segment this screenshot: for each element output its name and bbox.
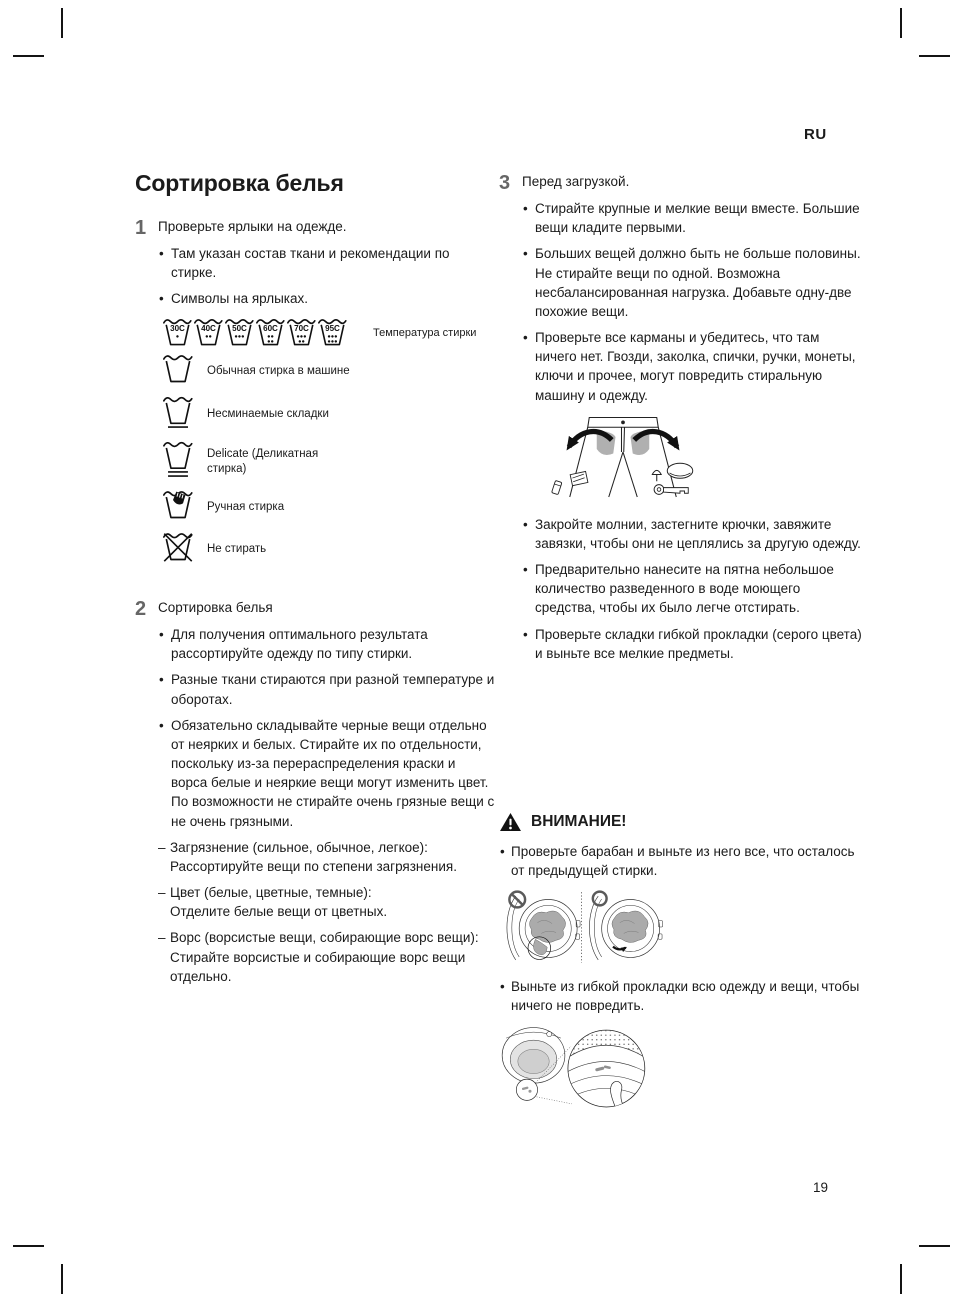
symbol-row-machine-wash: [163, 353, 472, 390]
temp-label: 60C: [263, 323, 278, 333]
section-sort-laundry: [135, 598, 495, 993]
crop-mark: [919, 1245, 950, 1247]
symbol-caption: Delicate (Деликатная стирка): [207, 448, 319, 476]
bullet-item: • Обязательно складывайте черные вещи отдельно от неярких и белых. Стирайте их по отдельности, поскольку из-за перераспределения краски и ворса белые и неяркие вещи могут изменить цвет. По возможности не стирайте очень грязные вещи с не очень грязными.: [158, 716, 495, 831]
drum-wrong-panel: [507, 892, 580, 960]
pushpin-icon: [652, 470, 661, 481]
delicate-wash-tub-icon: [163, 440, 193, 479]
section-heading: Сортировка белья: [158, 600, 273, 615]
bullet-item: • Проверьте барабан и выньте из него все, что осталось от предыдущей стирки.: [499, 842, 863, 880]
dash-term: Загрязнение (сильное, обычное, легкое):: [170, 839, 428, 855]
temperature-symbols-row: [163, 317, 477, 348]
do-not-wash-tub-icon: [163, 531, 193, 563]
empty-pockets-illustration: [544, 413, 863, 503]
language-label: RU: [804, 126, 827, 143]
symbol-caption: Не стирать: [207, 543, 267, 556]
temp-dots: ●●: [267, 338, 274, 345]
temp-dots: ●●: [298, 338, 305, 345]
leader-line: [537, 1096, 572, 1103]
bullet-item: • Предварительно нанесите на пятна небольшое количество разведенного в воде моющего средства, чтобы их было легче отстирать.: [522, 560, 863, 617]
temp-dots: ●: [175, 333, 180, 340]
temp-dots: ●●●: [234, 333, 245, 340]
symbol-caption: Ручная стирка: [207, 501, 285, 514]
temp-dots: ●●: [205, 333, 212, 340]
page-number: 19: [813, 1180, 829, 1195]
symbol-row-do-not-wash: [163, 531, 472, 568]
warning-triangle-icon: [499, 812, 522, 832]
section-heading: Проверьте ярлыки на одежде.: [158, 219, 347, 234]
coin-icon: [667, 463, 693, 478]
bullet-item: • Закройте молнии, застегните крючки, завяжите завязки, чтобы они не цеплялись за другую одежду.: [522, 515, 863, 553]
temperature-caption: Температура стирки: [373, 326, 477, 339]
temp-label: 30C: [170, 323, 185, 333]
prohibited-icon: [509, 892, 525, 908]
temp-dots: ●●: [267, 333, 274, 340]
symbol-row-delicate: [163, 440, 472, 484]
warning-title: ВНИМАНИЕ!: [531, 813, 627, 830]
check-drum-illustration: [503, 888, 863, 967]
section-number: 3: [499, 172, 511, 194]
section-check-labels: [135, 217, 477, 568]
right-column: [499, 172, 863, 1014]
machine-wash-tub-icon: [163, 353, 193, 385]
bullet-item: • Разные ткани стираются при разной температуре и оборотах.: [158, 670, 495, 708]
wash-temp-95-icon: [318, 317, 347, 348]
dash-desc: Стирайте ворсистые и собирающие ворс вещи отдельно.: [170, 949, 466, 984]
wash-temp-40-icon: [194, 317, 223, 348]
magnifier-circle: [516, 1079, 537, 1100]
bullet-item: • Стирайте крупные и мелкие вещи вместе. Большие вещи кладите первыми.: [522, 199, 863, 237]
permanent-press-tub-icon: [163, 395, 193, 430]
key-icon: [654, 484, 688, 494]
crop-mark: [919, 55, 950, 57]
section-number: 2: [135, 598, 147, 620]
bullet-item: • Проверьте все карманы и убедитесь, что там ничего нет. Гвозди, заколка, спички, ручки, монеты, ключи и прочее, могут повредить стиральную машину и одежду.: [522, 328, 863, 405]
dash-item: [158, 883, 495, 921]
bullet-item: • Для получения оптимального результата рассортируйте одежду по типу стирки.: [158, 625, 495, 663]
gasket-check-illustration: [499, 1024, 863, 1111]
crop-mark: [13, 1245, 44, 1247]
crop-mark: [61, 8, 63, 38]
hand-wash-tub-icon: [163, 489, 193, 521]
temp-label: 40C: [201, 323, 216, 333]
crop-mark: [900, 1264, 902, 1294]
bullet-item: • Выньте из гибкой прокладки всю одежду и вещи, чтобы ничего не повредить.: [499, 977, 863, 1015]
drum-correct-panel: [589, 892, 662, 960]
temp-dots: ●●●: [327, 333, 338, 340]
section-heading: Перед загрузкой.: [522, 174, 630, 189]
page-title: Сортировка белья: [135, 170, 344, 196]
crop-mark: [61, 1264, 63, 1294]
bullet-item: • Там указан состав ткани и рекомендации по стирке.: [158, 244, 472, 282]
symbol-caption: Обычная стирка в машине: [207, 364, 350, 377]
symbol-row-hand-wash: [163, 489, 472, 526]
crop-mark: [900, 8, 902, 38]
temp-label: 95C: [325, 323, 340, 333]
wash-temp-60-icon: [256, 317, 285, 348]
dash-term: Цвет (белые, цветные, темные):: [170, 885, 372, 901]
dash-term: Ворс (ворсистые вещи, собирающие ворс вещи):: [170, 930, 479, 946]
crop-mark: [13, 55, 44, 57]
dash-item: [158, 838, 495, 876]
temp-label: 70C: [294, 323, 309, 333]
bullet-item: • Больших вещей должно быть не больше половины. Не стирайте вещи по одной. Возможна несбалансированная нагрузка. Добавьте одну-две похожие вещи.: [522, 244, 863, 321]
eraser-icon: [552, 480, 562, 494]
dash-desc: Отделите белые вещи от цветных.: [170, 904, 388, 920]
wash-temp-30-icon: [163, 317, 192, 348]
section-number: 1: [135, 217, 147, 239]
temp-dots: ●●●: [296, 333, 307, 340]
symbol-caption: Несминаемые складки: [207, 408, 329, 421]
section-before-loading: [499, 172, 863, 663]
bullet-item: • Символы на ярлыках.: [158, 289, 472, 308]
dash-desc: Рассортируйте вещи по степени загрязнения.: [170, 858, 457, 874]
ok-icon: [593, 892, 607, 906]
symbol-row-permanent-press: [163, 395, 472, 435]
temp-label: 50C: [232, 323, 247, 333]
warning-block: [499, 812, 863, 1111]
care-symbols-legend: [163, 317, 477, 569]
wash-temp-70-icon: [287, 317, 316, 348]
left-column: [135, 170, 495, 984]
dash-item: [158, 928, 495, 985]
bullet-item: • Проверьте складки гибкой прокладки (серого цвета) и выньте все мелкие предметы.: [522, 625, 863, 663]
tissue-icon: [570, 471, 588, 485]
temp-dots: ●●●: [327, 338, 338, 345]
wash-temp-50-icon: [225, 317, 254, 348]
washer-opening: [502, 1027, 565, 1083]
